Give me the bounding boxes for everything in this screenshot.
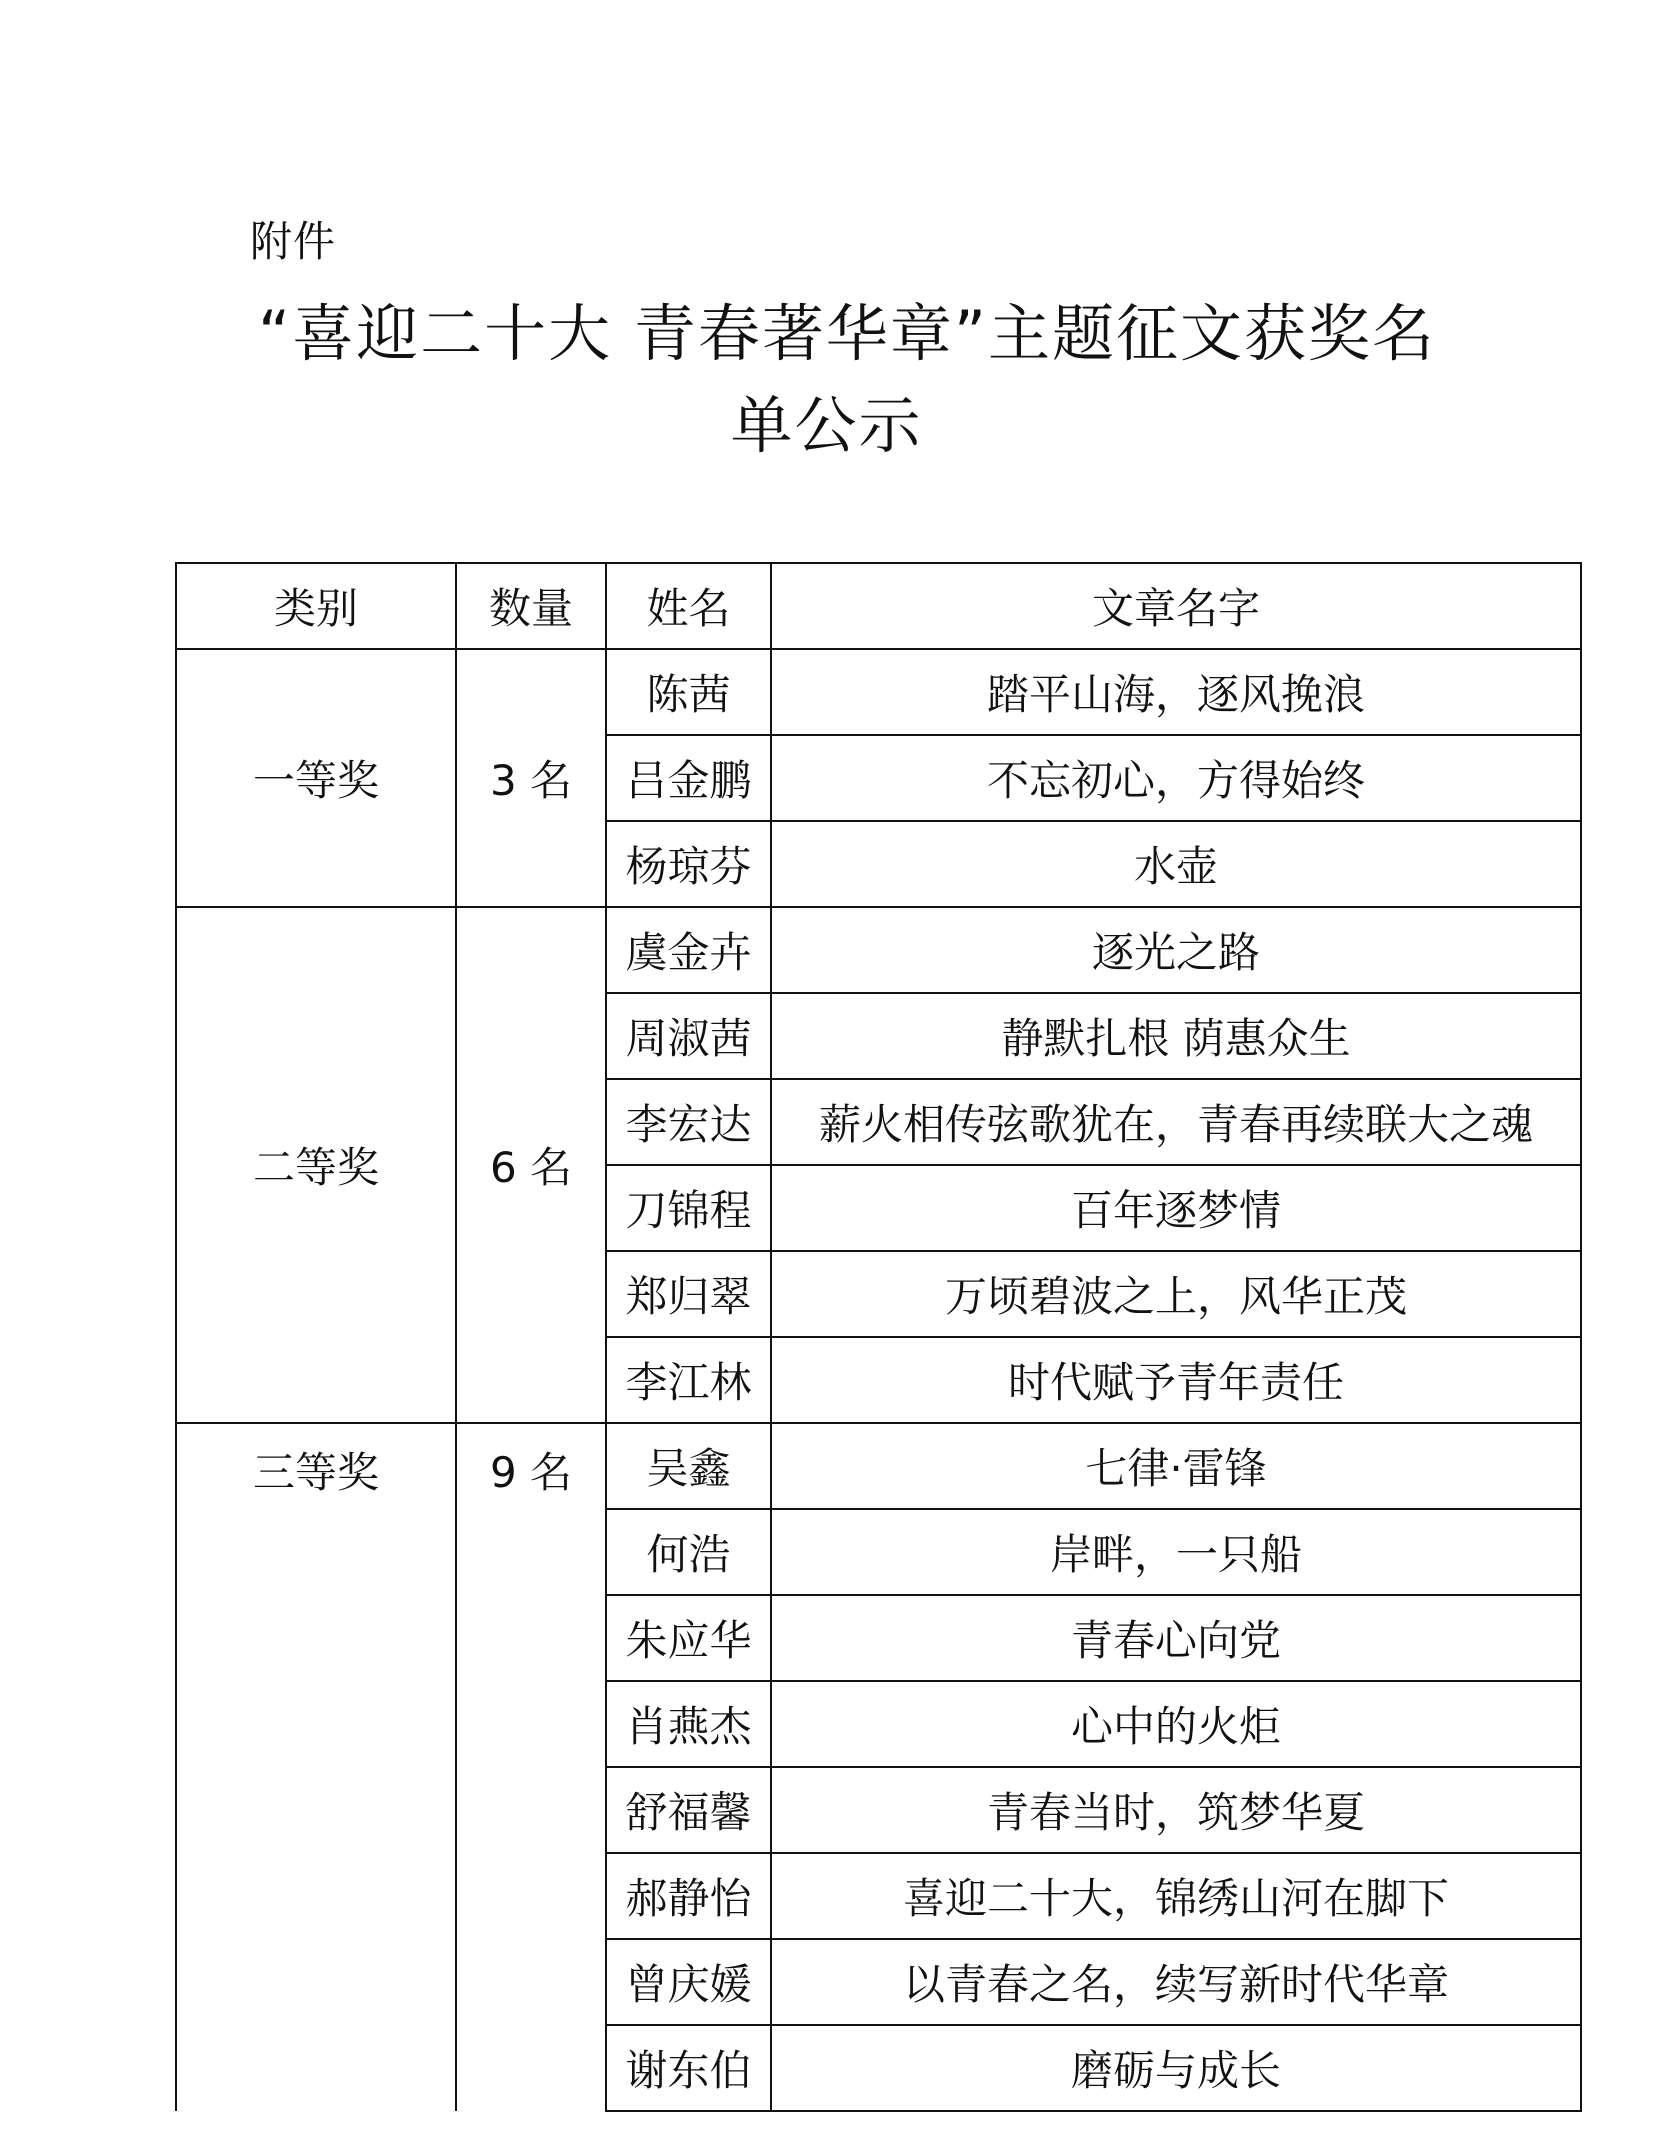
attachment-label: 附件 [250,217,337,266]
header-name: 姓名 [606,563,771,649]
name-cell: 谢东伯 [606,2025,771,2111]
title-line-1: “喜迎二十大 青春著华章”主题征文获奖名 [258,297,1436,370]
article-cell: 百年逐梦情 [771,1165,1581,1251]
document-title [200,288,1453,472]
name-cell: 郑归翠 [606,1251,771,1337]
category-cell: 三等奖 [176,1423,456,2111]
count-cell: 9 名 [456,1423,606,2111]
article-cell: 踏平山海，逐风挽浪 [771,649,1581,735]
name-cell: 陈茜 [606,649,771,735]
header-article: 文章名字 [771,563,1581,649]
name-cell: 肖燕杰 [606,1681,771,1767]
name-cell: 郝静怡 [606,1853,771,1939]
name-cell: 李宏达 [606,1079,771,1165]
article-cell: 不忘初心，方得始终 [771,735,1581,821]
category-cell: 一等奖 [176,649,456,907]
article-cell: 时代赋予青年责任 [771,1337,1581,1423]
award-table [175,562,1582,2112]
name-cell: 虞金卉 [606,907,771,993]
name-cell: 刀锦程 [606,1165,771,1251]
article-cell: 喜迎二十大，锦绣山河在脚下 [771,1853,1581,1939]
name-cell: 李江林 [606,1337,771,1423]
article-cell: 静默扎根 荫惠众生 [771,993,1581,1079]
table-header-row [176,563,1581,649]
article-cell: 水壶 [771,821,1581,907]
name-cell: 吴鑫 [606,1423,771,1509]
category-cell: 二等奖 [176,907,456,1423]
table-row [176,649,1581,735]
article-cell: 薪火相传弦歌犹在，青春再续联大之魂 [771,1079,1581,1165]
header-count: 数量 [456,563,606,649]
count-cell: 3 名 [456,649,606,907]
article-cell: 心中的火炬 [771,1681,1581,1767]
name-cell: 杨琼芬 [606,821,771,907]
name-cell: 吕金鹏 [606,735,771,821]
article-cell: 以青春之名，续写新时代华章 [771,1939,1581,2025]
name-cell: 何浩 [606,1509,771,1595]
article-cell: 七律·雷锋 [771,1423,1581,1509]
name-cell: 周淑茜 [606,993,771,1079]
article-cell: 逐光之路 [771,907,1581,993]
article-cell: 岸畔，一只船 [771,1509,1581,1595]
name-cell: 舒福馨 [606,1767,771,1853]
count-cell: 6 名 [456,907,606,1423]
name-cell: 朱应华 [606,1595,771,1681]
table-row [176,907,1581,993]
table-row [176,1423,1581,1509]
article-cell: 青春当时，筑梦华夏 [771,1767,1581,1853]
article-cell: 青春心向党 [771,1595,1581,1681]
header-category: 类别 [176,563,456,649]
article-cell: 万顷碧波之上，风华正茂 [771,1251,1581,1337]
article-cell: 磨砺与成长 [771,2025,1581,2111]
title-line-2: 单公示 [730,389,923,462]
name-cell: 曾庆媛 [606,1939,771,2025]
